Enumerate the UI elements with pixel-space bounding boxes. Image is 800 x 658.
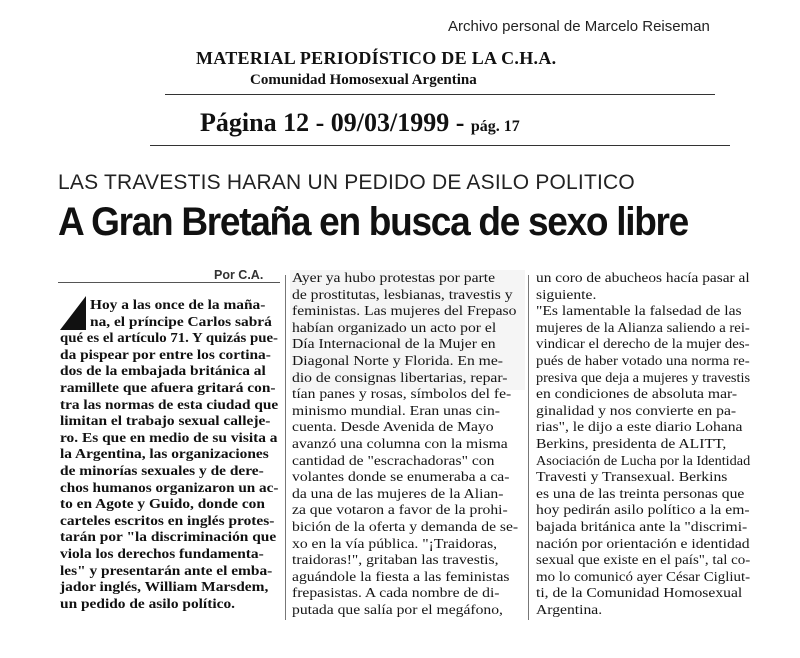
- article-line: un pedido de asilo político.: [60, 595, 235, 611]
- article-line: dio de consignas libertarias, repar-: [292, 369, 508, 385]
- article-line: ti, de la Comunidad Homosexual: [536, 585, 743, 601]
- article-line: mujeres de la Alianza saliendo a rei-: [536, 319, 750, 335]
- article-line: tarán por "la discriminación que: [60, 529, 277, 545]
- article-line: qué es el artículo 71. Y quizás pue-: [60, 330, 278, 346]
- publication-date: 09/03/1999: [330, 108, 450, 137]
- byline-divider: [58, 282, 280, 283]
- article-line: siguiente.: [536, 286, 597, 302]
- column-separator: [528, 275, 529, 620]
- article-line: vindicar el derecho de la mujer des-: [536, 336, 750, 352]
- article-line: un coro de abucheos hacía pasar al: [536, 270, 750, 285]
- article-line: to en Agote y Guido, donde con: [60, 496, 265, 512]
- publication-name: Página 12: [200, 108, 310, 137]
- article-line: "Es lamentable la falsedad de las: [536, 303, 742, 319]
- source-separator: -: [315, 108, 325, 137]
- dropcap-triangle-icon: [60, 296, 86, 330]
- article-line: aguándole la fiesta a las feministas: [292, 568, 510, 584]
- article-line: de minorías sexuales y de dere-: [60, 463, 264, 478]
- article-line: na, el príncipe Carlos sabrá: [90, 313, 272, 329]
- masthead-organization: Comunidad Homosexual Argentina: [250, 72, 477, 88]
- page-label: pág. 17: [470, 118, 520, 135]
- article-line: carteles escritos en inglés protes-: [60, 512, 275, 528]
- article-line: feministas. Las mujeres del Frepaso: [292, 303, 517, 319]
- article-line: Travesti y Transexual. Berkins: [536, 469, 728, 485]
- article-line: sexual que existe en el país", tal co-: [536, 552, 751, 568]
- article-line: dos de la embajada británica al: [60, 363, 266, 379]
- article-line: hoy pedirán asilo político a la em-: [536, 502, 750, 518]
- article-line: limitan el trabajo sexual calleje-: [60, 413, 271, 429]
- article-line: volantes donde se enumeraba a ca-: [292, 469, 510, 485]
- article-line: avanzó una columna con la misma: [292, 436, 508, 451]
- article-line: la Argentina, las organizaciones: [60, 446, 269, 462]
- article-line: tra las normas de esta ciudad que: [60, 396, 279, 412]
- article-line: en condiciones de absoluta mar-: [536, 386, 738, 402]
- article-line: Diagonal Norte y Florida. En me-: [292, 353, 504, 368]
- article-line: minismo mundial. Eran unas cin-: [292, 402, 500, 418]
- article-line: Berkins, presidenta de ALITT,: [536, 436, 727, 451]
- article-line: traidoras!", gritaban las travestis,: [292, 552, 499, 568]
- article-line: frepasistas. A cada nombre de di-: [292, 585, 500, 601]
- article-line: habían organizado un acto por el: [292, 319, 497, 335]
- article-line: putada que salía por el megáfono,: [292, 602, 503, 617]
- article-line: da pispear por entre los cortina-: [60, 346, 271, 362]
- article-line: es una de las treinta personas que: [536, 485, 745, 501]
- article-line: rias", le dijo a este diario Lohana: [536, 419, 743, 435]
- article-line: bajada británica ante la "discrimi-: [536, 519, 748, 534]
- column-separator: [285, 275, 286, 620]
- masthead-title: MATERIAL PERIODÍSTICO DE LA C.H.A.: [196, 48, 557, 68]
- article-headline: A Gran Bretaña en busca de sexo libre: [58, 200, 688, 244]
- article-line: de prostitutas, lesbianas, travestis y: [292, 286, 513, 302]
- article-line: Argentina.: [536, 602, 603, 617]
- archive-note: Archivo personal de Marcelo Reiseman: [448, 18, 710, 35]
- article-line: pués de haber votado una norma re-: [536, 353, 750, 368]
- article-line: Hoy a las once de la maña-: [90, 297, 266, 312]
- article-line: cantidad de "escrachadoras" con: [292, 452, 495, 468]
- article-line: nación por orientación e identidad: [536, 535, 750, 551]
- source-separator-2: -: [455, 108, 465, 137]
- article-line: da una de las mujeres de la Alian-: [292, 485, 504, 501]
- article-line: za que votaron a favor de la prohi-: [292, 502, 508, 518]
- article-line: xo en la vía pública. "¡Traidoras,: [292, 535, 498, 551]
- article-line: cuenta. Desde Avenida de Mayo: [292, 419, 494, 435]
- source-divider: [150, 145, 730, 146]
- article-line: chos humanos organizaron un ac-: [60, 479, 279, 495]
- article-line: mo lo comunicó ayer César Cigliut-: [536, 568, 751, 584]
- article-line: presiva que deja a mujeres y travestis: [536, 369, 751, 385]
- article-line: Día Internacional de la Mujer en: [292, 336, 496, 352]
- article-line: jador inglés, William Marsdem,: [60, 579, 269, 595]
- article-line: tían panes y rosas, símbolos del fe-: [292, 386, 512, 402]
- article-line: Ayer ya hubo protestas por parte: [292, 270, 496, 285]
- article-line: ramillete que afuera gritará con-: [60, 380, 276, 395]
- top-divider: [165, 94, 715, 95]
- article-line: ginalidad y nos convierte en pa-: [536, 402, 737, 418]
- article-line: bición de la oferta y demanda de se-: [292, 519, 519, 534]
- article-line: ro. Es que en medio de su visita a: [60, 429, 278, 445]
- source-line: [200, 108, 520, 138]
- article-line: Asociación de Lucha por la Identidad: [536, 452, 751, 468]
- article-byline: Por C.A.: [214, 268, 264, 282]
- article-line: les" y presentarán ante el emba-: [60, 562, 273, 578]
- article-line: viola los derechos fundamenta-: [60, 546, 264, 561]
- article-kicker: LAS TRAVESTIS HARAN UN PEDIDO DE ASILO POLITICO: [58, 171, 635, 194]
